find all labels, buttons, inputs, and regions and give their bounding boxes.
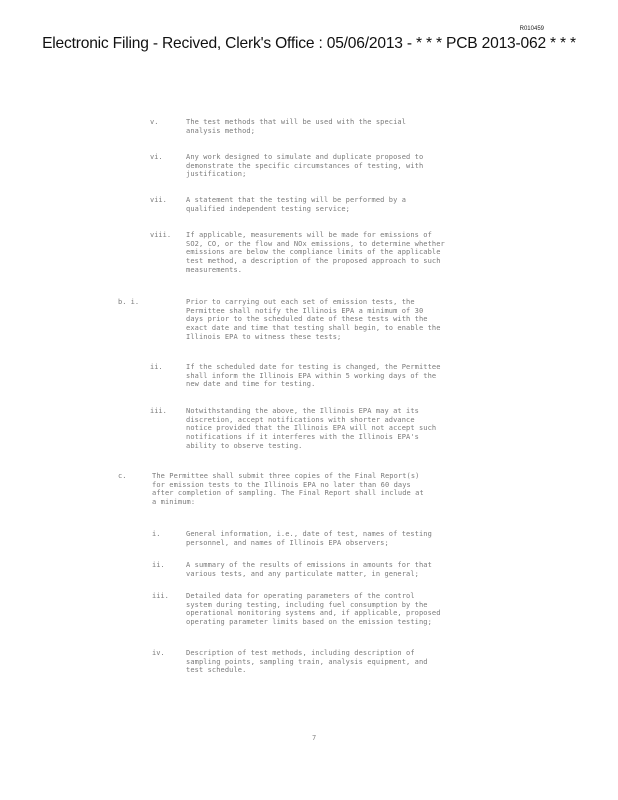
text-line: If applicable, measurements will be made for emissions of bbox=[186, 231, 432, 239]
text-line: A summary of the results of emissions in amounts for that bbox=[186, 561, 432, 569]
item-marker: ii. bbox=[150, 363, 163, 371]
text-line: SO2, CO, or the flow and NOx emissions, to determine whether bbox=[186, 239, 445, 248]
paragraph bbox=[152, 472, 424, 507]
text-line: various tests, and any particulate matter, in general; bbox=[186, 569, 419, 578]
text-line: shall inform the Illinois EPA within 5 working days of the bbox=[186, 371, 437, 380]
text-line: Description of test methods, including description of bbox=[186, 649, 415, 657]
text-line: The Permittee shall submit three copies of the Final Report(s) bbox=[152, 472, 420, 480]
text-line: Notwithstanding the above, the Illinois EPA may at its bbox=[186, 407, 419, 415]
item-marker: c. bbox=[118, 472, 127, 480]
paragraph bbox=[186, 363, 441, 389]
item-marker: iii. bbox=[150, 407, 167, 415]
text-line: justification; bbox=[186, 170, 247, 179]
text-line: sampling points, sampling train, analysis equipment, and bbox=[186, 657, 428, 666]
item-marker: b. i. bbox=[118, 298, 140, 306]
item-marker: i. bbox=[152, 530, 161, 538]
text-line: test method, a description of the proposed approach to such bbox=[186, 257, 441, 266]
text-line: If the scheduled date for testing is changed, the Permittee bbox=[186, 363, 441, 371]
text-line: Any work designed to simulate and duplicate proposed to bbox=[186, 153, 424, 161]
paragraph bbox=[186, 530, 432, 547]
text-line: after completion of sampling. The Final Report shall include at bbox=[152, 489, 424, 498]
item-marker: vi. bbox=[150, 153, 163, 161]
item-marker: iii. bbox=[152, 592, 169, 600]
text-line: system during testing, including fuel consumption by the bbox=[186, 600, 428, 609]
document-id: R010459 bbox=[519, 26, 544, 32]
text-line: Detailed data for operating parameters of the control bbox=[186, 592, 415, 600]
item-marker: iv. bbox=[152, 649, 165, 657]
item-marker: vii. bbox=[150, 196, 167, 204]
paragraph bbox=[186, 231, 445, 275]
text-line: for emission tests to the Illinois EPA no later than 60 days bbox=[152, 480, 411, 489]
paragraph bbox=[186, 407, 436, 451]
paragraph bbox=[186, 649, 428, 675]
text-line: The test methods that will be used with the special bbox=[186, 118, 407, 126]
item-marker: v. bbox=[150, 118, 159, 126]
text-line: measurements. bbox=[186, 265, 243, 274]
text-line: notice provided that the Illinois EPA will not accept such bbox=[186, 424, 437, 433]
text-line: operational monitoring systems and, if applicable, proposed bbox=[186, 609, 441, 618]
text-line: qualified independent testing service; bbox=[186, 204, 350, 213]
text-line: General information, i.e., date of test, names of testing bbox=[186, 530, 432, 538]
text-line: A statement that the testing will be performed by a bbox=[186, 196, 407, 204]
text-line: a minimum: bbox=[152, 498, 196, 507]
text-line: operating parameter limits based on the emission testing; bbox=[186, 618, 432, 627]
text-line: test schedule. bbox=[186, 666, 247, 675]
text-line: days prior to the scheduled date of these tests with the bbox=[186, 315, 428, 324]
item-marker: viii. bbox=[150, 231, 172, 239]
text-line: exact date and time that testing shall begin, to enable the bbox=[186, 324, 441, 333]
page-number: 7 bbox=[312, 734, 317, 742]
text-line: Prior to carrying out each set of emission tests, the bbox=[186, 298, 415, 306]
text-line: emissions are below the compliance limits of the applicable bbox=[186, 248, 441, 257]
paragraph bbox=[186, 153, 423, 179]
text-line: Illinois EPA to witness these tests; bbox=[186, 332, 342, 341]
text-line: analysis method; bbox=[186, 126, 256, 135]
paragraph bbox=[186, 561, 432, 578]
text-line: ability to observe testing. bbox=[186, 441, 303, 450]
text-line: new date and time for testing. bbox=[186, 380, 316, 389]
text-line: Permittee shall notify the Illinois EPA a minimum of 30 bbox=[186, 306, 424, 315]
paragraph bbox=[186, 118, 406, 135]
paragraph bbox=[186, 592, 441, 627]
item-marker: ii. bbox=[152, 561, 165, 569]
text-line: demonstrate the specific circumstances of testing, with bbox=[186, 161, 424, 170]
paragraph bbox=[186, 298, 441, 342]
paragraph bbox=[186, 196, 406, 213]
text-line: personnel, and names of Illinois EPA observers; bbox=[186, 538, 389, 547]
text-line: notifications if it interferes with the Illinois EPA's bbox=[186, 433, 419, 442]
text-line: discretion, accept notifications with shorter advance bbox=[186, 415, 415, 424]
filing-header: Electronic Filing - Recived, Clerk's Office : 05/06/2013 - * * * PCB 2013-062 * * * bbox=[42, 35, 576, 52]
